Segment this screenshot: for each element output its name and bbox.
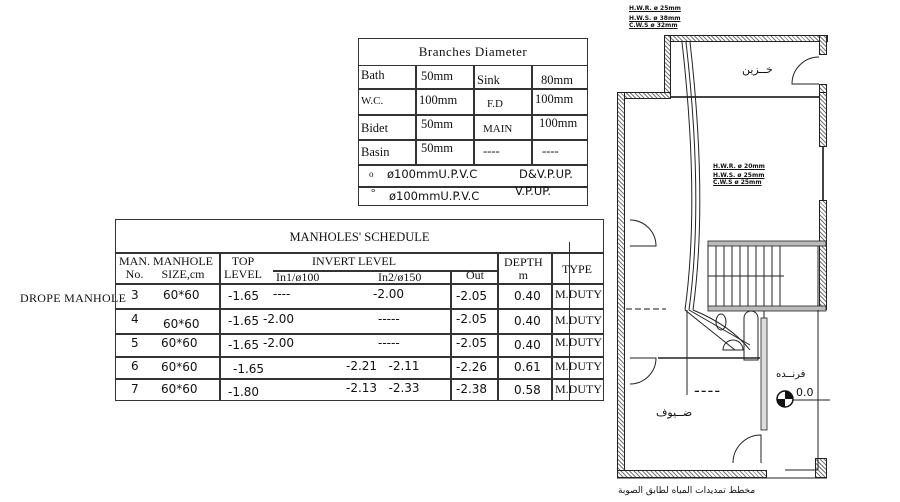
header-depth: DEPTH m <box>504 255 543 282</box>
fixture-sink: Sink <box>477 73 500 87</box>
fixture-fd: F.D <box>487 98 503 110</box>
note-cws-mid: C.W.S ø 25mm <box>713 179 762 186</box>
legend-pipe-dvp: ø100mmU.P.V.C <box>387 167 478 181</box>
fixture-empty: ---- <box>483 144 500 158</box>
size-sink: 80mm <box>541 73 573 87</box>
header-man-no: MAN. No. <box>119 254 151 281</box>
header-in2: In2/ø150 <box>378 270 422 284</box>
manholes-schedule-table: MANHOLES' SCHEDULE MAN. No. MANHOLE SIZE,cm TOP LEVEL INVERT LEVEL In1/ø100 In2/ø150 Out DEPTH m TYPE 3 60*60 -1.65 ---- -2.00 -2.05 0.40 M.DUTY 4 60*60 -1.65 -2.00 ----- -2.05 0.40 M.DUTY 5 60*60 -1.65 -2.00 ----- -2.05 0.40 M.DUTY 6 60*60 -1.65 -2.21 -2.11 -2.26 0.61 M.DUTY 7 60*60 -1.80 -2.13 -2.33 -2.38 0.58 M.DUTY <box>115 219 604 401</box>
divider <box>415 65 417 164</box>
size-basin: 50mm <box>421 141 453 155</box>
legend-label-vp: V.P.UP. <box>515 184 552 198</box>
size-main: 100mm <box>539 116 578 130</box>
note-cws-top: C.W.S ø 32mm <box>629 22 678 29</box>
room-label-guest: ضــيوف <box>656 406 693 419</box>
legend-symbol-dvp: o <box>369 169 374 179</box>
branches-diameter-table <box>358 38 588 206</box>
size-fd: 100mm <box>535 92 574 106</box>
fixture-wc: W.C. <box>361 95 384 107</box>
divider <box>531 65 533 164</box>
room-label-storage: خــزين <box>742 63 773 76</box>
fixture-bath: Bath <box>361 68 385 82</box>
note-hwr-mid: H.W.R. ø 20mm <box>713 163 765 170</box>
legend-label-dvp: D&V.P.UP. <box>519 167 573 181</box>
room-label-terrace: فرنــده <box>776 369 806 380</box>
size-empty: ---- <box>542 144 559 158</box>
level-value: 0.0 <box>796 386 814 399</box>
note-hwr-top: H.W.R. ø 25mm <box>629 5 681 12</box>
size-bidet: 50mm <box>421 117 453 131</box>
legend-pipe-vp: ø100mmU.P.V.C <box>389 189 480 203</box>
header-type: TYPE <box>562 262 592 276</box>
note-hws-mid: H.W.S. ø 25mm <box>713 172 765 179</box>
drope-manhole-label: DROPE MANHOLE <box>20 291 127 305</box>
size-wc: 100mm <box>419 93 458 107</box>
divider <box>359 164 587 166</box>
floor-plan <box>600 0 900 502</box>
fixture-main: MAIN <box>483 123 513 135</box>
header-out: Out <box>466 268 484 282</box>
fixture-bidet: Bidet <box>361 121 389 135</box>
header-invert-level: INVERT LEVEL <box>312 254 397 268</box>
header-top-level: TOP LEVEL <box>224 254 262 281</box>
dash-mark: ---- <box>694 381 722 400</box>
manholes-table-title: MANHOLES' SCHEDULE <box>289 230 430 244</box>
fixture-basin: Basin <box>361 145 390 159</box>
note-hws-top: H.W.S. ø 38mm <box>629 15 681 22</box>
header-in1: In1/ø100 <box>276 270 320 284</box>
size-bath: 50mm <box>421 69 453 83</box>
branches-table-title: Branches Diameter <box>359 39 587 66</box>
pipe-lines <box>600 0 900 502</box>
header-size: MANHOLE SIZE,cm <box>153 254 213 281</box>
divider <box>359 186 587 188</box>
plan-caption: مخطط تمديدات المياه لطابق الصوبة <box>618 486 756 496</box>
divider <box>473 65 475 164</box>
legend-symbol-vp: ° <box>371 187 376 199</box>
